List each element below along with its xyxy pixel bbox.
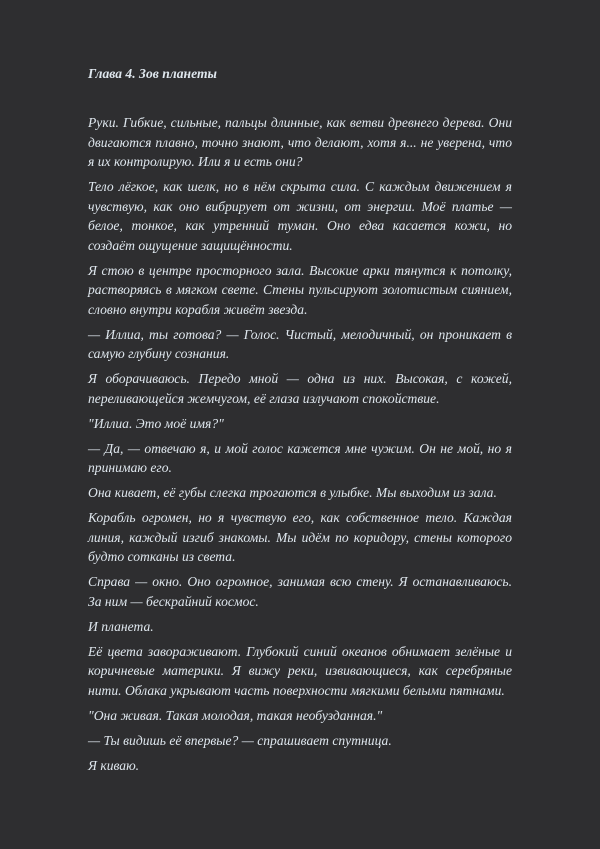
paragraph: Корабль огромен, но я чувствую его, как собственное тело. Каждая линия, каждый изгиб знакомы. Мы идём по коридору, стены которого будто сотканы из света. <box>88 510 512 564</box>
paragraph: Справа — окно. Оно огромное, занимая всю стену. Я останавливаюсь. За ним — бескрайний космос. <box>88 574 512 609</box>
paragraph: Руки. Гибкие, сильные, пальцы длинные, как ветви древнего дерева. Они двигаются плавно, точно знают, что делают, хотя я... не уверена, что я их контролирую. Или я и есть они? <box>88 115 512 169</box>
paragraph: Тело лёгкое, как шелк, но в нём скрыта сила. С каждым движением я чувствую, как оно вибрирует от жизни, от энергии. Моё платье — белое, тонкое, как утренний туман. Оно едва касается кожи, но создаёт ощущение защищённости. <box>88 179 512 253</box>
paragraph: Я киваю. <box>88 757 140 773</box>
paragraph: Я стою в центре просторного зала. Высокие арки тянутся к потолку, растворяясь в мягком свете. Стены пульсируют золотистым сиянием, словно внутри корабля живёт звезда. <box>88 262 512 317</box>
paragraph: Её цвета завораживают. Глубокий синий океанов обнимает зелёные и коричневые материки. Я вижу реки, извивающиеся, как серебряные нити. Облака укрывают часть поверхности мягкими белыми пятнами. <box>88 643 512 698</box>
paragraph: — Ты видишь её впервые? — спрашивает спутница. <box>88 732 392 748</box>
paragraph: — Иллиа, ты готова? — Голос. Чистый, мелодичный, он проникает в самую глубину сознания. <box>88 326 512 361</box>
paragraph: "Она живая. Такая молодая, такая необузданная." <box>88 707 383 723</box>
paragraph: Я оборачиваюсь. Передо мной — одна из них. Высокая, с кожей, переливающейся жемчугом, её глаза излучают спокойствие. <box>88 371 512 406</box>
paragraph: Она кивает, её губы слегка трогаются в улыбке. Мы выходим из зала. <box>88 485 497 500</box>
chapter-title: Глава 4. Зов планеты <box>88 66 217 81</box>
paragraph: — Да, — отвечаю я, и мой голос кажется мне чужим. Он не мой, но я принимаю его. <box>88 440 512 475</box>
document-page <box>88 64 512 781</box>
paragraph: И планета. <box>88 618 154 634</box>
paragraph: "Иллиа. Это моё имя?" <box>88 415 224 431</box>
